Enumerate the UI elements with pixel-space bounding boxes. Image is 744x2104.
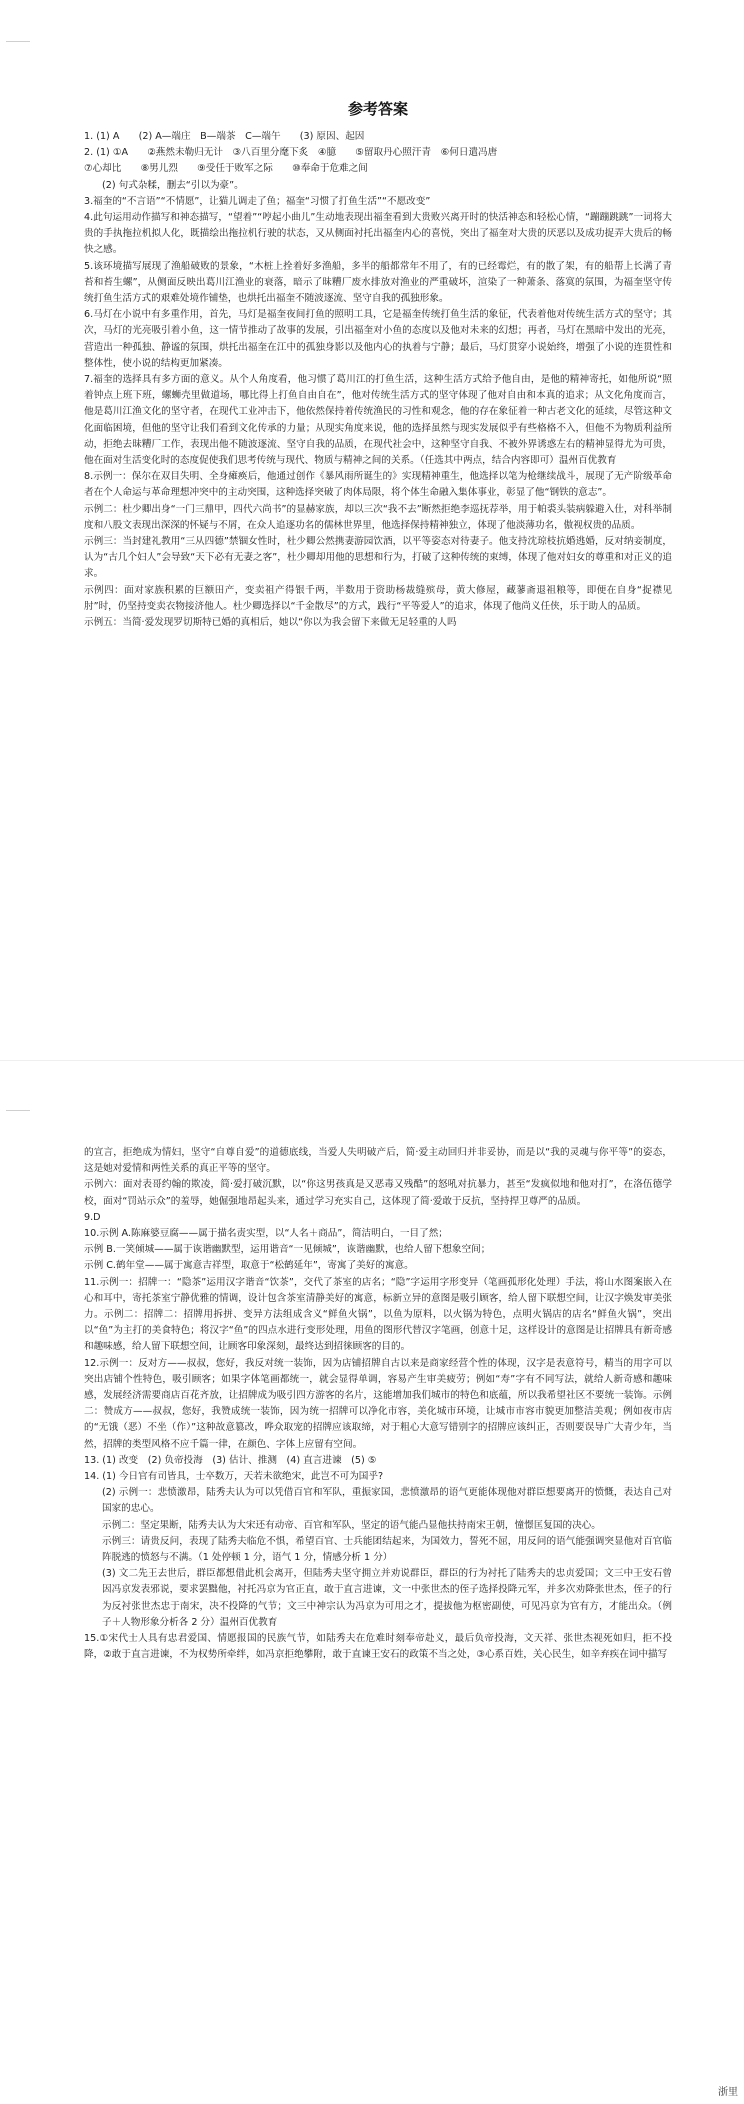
corner-watermark: 浙里 <box>718 2087 738 2098</box>
answer-line: 1. (1) A (2) A—端庄 B—端茶 C—端午 (3) 原因、起因 <box>84 131 365 142</box>
answer-paragraph: 示例五：当简·爱发现罗切斯特已婚的真相后，她以“你以为我会留下来做无足轻重的人吗 <box>84 617 457 629</box>
answer-paragraph: 示例三：请贵反问，表现了陆秀夫临危不惧，希望百官、士兵能团结起来，为国效力，誓死不屈，用反问的语气能强调突显他对百官临阵脱逃的愤怒与不满。（1 处停顿 1 分，语气 1 分，情感分析 1 分） <box>102 1535 672 1564</box>
answer-paragraph: 12.示例一：反对方——叔叔，您好，我反对统一装饰，因为店铺招牌自古以来是商家经营个性的体现，汉字是表意符号，精当的用字可以突出店铺个性特色，吸引顾客；如果字体笔画都统一，就会显得单调，容易产生审美疲劳；例如“寿”字有不同写法，就给人新奇感和趣味感，发展经济需要商店百花齐放，让招牌成为吸引四方游客的名片，这能增加我们城市的特色和底蕴，所以我希望社区不要统一装饰。示例二：赞成方——叔叔，您好，我赞成统一装饰，因为统一招牌可以净化市容，美化城市环境，让城市市容市貌更加整洁美观；例如夜市店的“无饿（恶）不坐（作）”这种故意篡改，哗众取宠的招牌应该取缔，对于粗心大意写错别字的招牌应该纠正，否则要误导广大青少年，当然，招牌的类型风格不应千篇一律，在颜色、字体上应留有空间。 <box>84 1357 672 1450</box>
scan-mark <box>6 1110 30 1111</box>
answer-paragraph: (3) 文二先王去世后，群臣都想借此机会离开，但陆秀夫坚守拥立并劝说群臣，群臣的行为衬托了陆秀夫的忠贞爱国；文三中王安石曾因冯京发表邪说，要求罢黜他，衬托冯京为官正直，敢于直言进谏，文一中张世杰的侄子选择投降元军，并多次劝降张世杰，侄子的行为反衬张世杰忠于南宋，决不投降的气节；文三中神宗认为冯京为可用之才，提拔他为枢密副使，可见冯京为官有方，才能出众。（例子＋人物形象分析各 2 分）温州百优教育 <box>102 1568 672 1628</box>
answer-line: 3.福奎的“不言语”“不情愿”，让猫儿调走了鱼；福奎“习惯了打鱼生活”“不愿改变” <box>84 195 431 207</box>
answer-paragraph: 示例二：坚定果断，陆秀夫认为大宋还有动帝、百官和军队，坚定的语气能凸显他扶持南宋王朝，憧憬匡复国的决心。 <box>102 1519 601 1531</box>
answer-line: 13. (1) 改变 (2) 负帝投海 (3) 估计、推测 (4) 直言进谏 (5) ⑤ <box>84 1454 377 1466</box>
answer-line: ⑦心却比 ⑧男儿烈 ⑨受任于败军之际 ⑩奉命于危难之间 <box>84 163 368 175</box>
answer-paragraph: 示例二：杜少卿出身“一门三鼎甲，四代六尚书”的显赫家族，却以三次“我不去”断然拒绝李巡抚荐举，用于帕裘头装病躲避入仕，对科举制度和八股文表现出深深的怀疑与不屑，在众人追逐功名的儒林世界里，他选择保持精神独立，体现了他淡薄功名，傲视权贵的品质。 <box>84 503 672 531</box>
answer-paragraph: 示例四：面对家族积累的巨额田产，变卖祖产得银千两，半数用于资助杨裁缝殡母，黄大修屋，藏蓼斋退祖粮等，即便在自身“捉襟见肘”时，仍坚持变卖衣物接济他人。杜少卿选择以“千金散尽”的方式，践行“平等爱人”的追求，体现了他尚义任侠，乐于助人的品质。 <box>84 584 672 612</box>
answer-line: 9.D <box>84 1211 101 1223</box>
answer-paragraph: 4.此句运用动作描写和神态描写，“望着”“哼起小曲儿”生动地表现出福奎看到大贵败兴离开时的快活神态和轻松心情，“蹦蹦跳跳”一词将大贵的手执拖拉机拟人化，既描绘出拖拉机行驶的状态，又从侧面衬托出福奎内心的喜悦，突出了福奎对大贵的厌恶以及成功捉弄大贵后的畅快之感。 <box>84 212 672 256</box>
answer-paragraph: 5.该环境描写展现了渔船破败的景象，“木桩上拴着好多渔船，多半的船都常年不用了，有的已经霉烂，有的散了架，有的船帮上长满了青苔和苔生螺”，从侧面反映出葛川江渔业的衰落，暗示了昧糟厂废水排放对渔业的严重破坏，渲染了一种萧条、落寞的氛围，为福奎坚守传统打鱼生活方式的艰难处境作铺垫，也烘托出福奎不随波逐流、坚守自我的孤独形象。 <box>84 260 672 305</box>
answer-paragraph: 11.示例一：招牌一：“隐茶”运用汉字谐音“饮茶”，交代了茶室的店名；“隐”字运用字形变异（笔画孤形化处理）手法，将山水图案嵌入在心和耳中，寄托茶室宁静优雅的情调，设计包含茶室清静美好的寓意，标新立异的意图是吸引顾客，给人留下联想空间，让汉字焕发审美张力。示例二：招牌二：招牌用拆拼、变异方法组成含义“鲜鱼火锅”，以鱼为原料，以火锅为特色，点明火锅店的店名“鲜鱼火锅”，突出以“鱼”为主打的美食特色；将汉字“鱼”的四点水进行变形处理，用鱼的图形代替汉字笔画，创意十足，这样设计的意图是让招牌具有新奇感和趣味感，给人留下联想空间，让顾客印象深刻，最终达到招徕顾客的目的。 <box>84 1276 672 1353</box>
answer-line: 10.示例 A.陈麻婆豆腐——属于描名责实型，以“人名＋商品”，简洁明白，一目了然； <box>84 1228 448 1240</box>
answer-page-1 <box>84 98 672 631</box>
answer-paragraph: 的宣言，拒绝成为情妇，坚守“自尊自爱”的道德底线，当爱人失明破产后，简·爱主动回归并非妥协，而是以“我的灵魂与你平等”的姿态，这是她对爱情和两性关系的真正平等的坚守。 <box>84 1147 672 1175</box>
answer-page-2 <box>84 1145 672 1664</box>
answer-paragraph: 示例三：当封建礼教用“三从四德”禁锢女性时，杜少卿公然携妻游园饮酒，以平等姿态对待妻子。他支持沈琼枝抗婚逃婚，反对纳妾制度，认为“古几个妇人”会导致“天下必有无妻之客”，杜少卿却用他的思想和行为，打破了这种传统的束缚，体现了他对妇女的尊重和对正义的追求。 <box>84 536 672 580</box>
answer-paragraph: (2) 示例一：悲愤激昂，陆秀夫认为可以凭借百官和军队，重振家国，悲愤激昂的语气更能体现他对群臣想要离开的愤慨，表达自己对国家的忠心。 <box>102 1487 672 1515</box>
page-title: 参考答案 <box>347 100 408 118</box>
answer-paragraph: 8.示例一：保尔在双目失明、全身瘫痪后，他通过创作《暴风雨所诞生的》实现精神重生，他选择以笔为枪继续战斗，展现了无产阶级革命者在个人命运与革命理想冲突中的主动突围，这种选择突破了肉体局限，将个体生命融入集体事业，彰显了他“钢铁的意志”。 <box>84 471 672 499</box>
scan-mark <box>6 41 30 42</box>
answer-paragraph: 6.马灯在小说中有多重作用，首先，马灯是福奎夜间打鱼的照明工具，它是福奎传统打鱼生活的象征，代表着他对传统生活方式的坚守；其次，马灯的光亮吸引着小鱼，这一情节推动了故事的发展，引出福奎对小鱼的态度以及他对未来的幻想；再者，马灯在黑暗中发出的光亮，营造出一种孤独、静谧的氛围，烘托出福奎在江中的孤独身影以及他内心的执着与宁静；最后，马灯贯穿小说始终，增强了小说的连贯性和整体性，使小说的结构更加紧凑。 <box>84 309 672 369</box>
answer-line: 2. (1) ①A ②燕然未勒归无计 ③八百里分麾下炙 ④臆 ⑤留取丹心照汗青 ⑥何日遣冯唐 <box>84 147 498 159</box>
answer-line: 示例 B.一笑倾城——属于诙谐幽默型，运用谐音“一见倾城”，诙谐幽默，也给人留下想象空间； <box>84 1244 491 1256</box>
answer-line: 14. (1) 今日官有司皆具，士卒数万，天若未欲绝宋，此岂不可为国乎? <box>84 1471 384 1483</box>
answer-line: 示例 C.鹤年堂——属于寓意吉祥型，取意于“松鹤延年”，寄寓了美好的寓意。 <box>84 1260 414 1272</box>
answer-paragraph: 7.福奎的选择具有多方面的意义。从个人角度看，他习惯了葛川江的打鱼生活，这种生活方式给予他自由，是他的精神寄托，如他所说“照着钟点上班下班，螺蛳壳里做道场，哪比得上打鱼自由自在”，他对传统生活方式的坚守体现了他对自由和本真的追求；从文化角度而言，他是葛川江渔文化的坚守者，在现代工业冲击下，他依然保持着传统渔民的习性和观念，他的存在象征着一种古老文化的延续，尽管这种文化面临困境，但他的坚守让我们看到文化传承的力量；从现实角度来说，他的选择虽然与现实发展似乎有些格格不入，但他不为物质利益所动，拒绝去昧糟厂工作，表现出他不随波逐流、坚守自我的品质，在现代社会中，这种坚守自我、不被外界诱惑左右的精神显得尤为可贵，他在面对生活变化时的态度促使我们思考传统与现代、物质与精神之间的关系。（任选其中两点，结合内容即可）温州百优教育 <box>84 374 672 467</box>
page-separator <box>0 1060 744 1061</box>
answer-paragraph: 15.①宋代士人具有忠君爱国、情愿报国的民族气节，如陆秀夫在危难时刻奉帝赴义，最后负帝投海，文天祥、张世杰视死如归，拒不投降，②敢于直言进谏，不为权势所牵绊，如冯京拒绝攀附，敢于直谏王安石的政策不当之处，③心系百姓，关心民生，如辛弃疾在词中描写 <box>84 1633 672 1661</box>
answer-paragraph: 示例六：面对表哥约翰的欺凌，简·爱打破沉默，以“你这男孩真是又恶毒又残酷”的怒吼对抗暴力，甚至“发疯似地和他对打”，在洛伍德学校，面对“罚站示众”的羞辱，她倔强地昂起头来，通过学习充实自己，这体现了简·爱敢于反抗，坚持捍卫尊严的品质。 <box>84 1179 672 1207</box>
answer-line: (2) 句式杂糅，删去“引以为豪”。 <box>102 179 244 191</box>
